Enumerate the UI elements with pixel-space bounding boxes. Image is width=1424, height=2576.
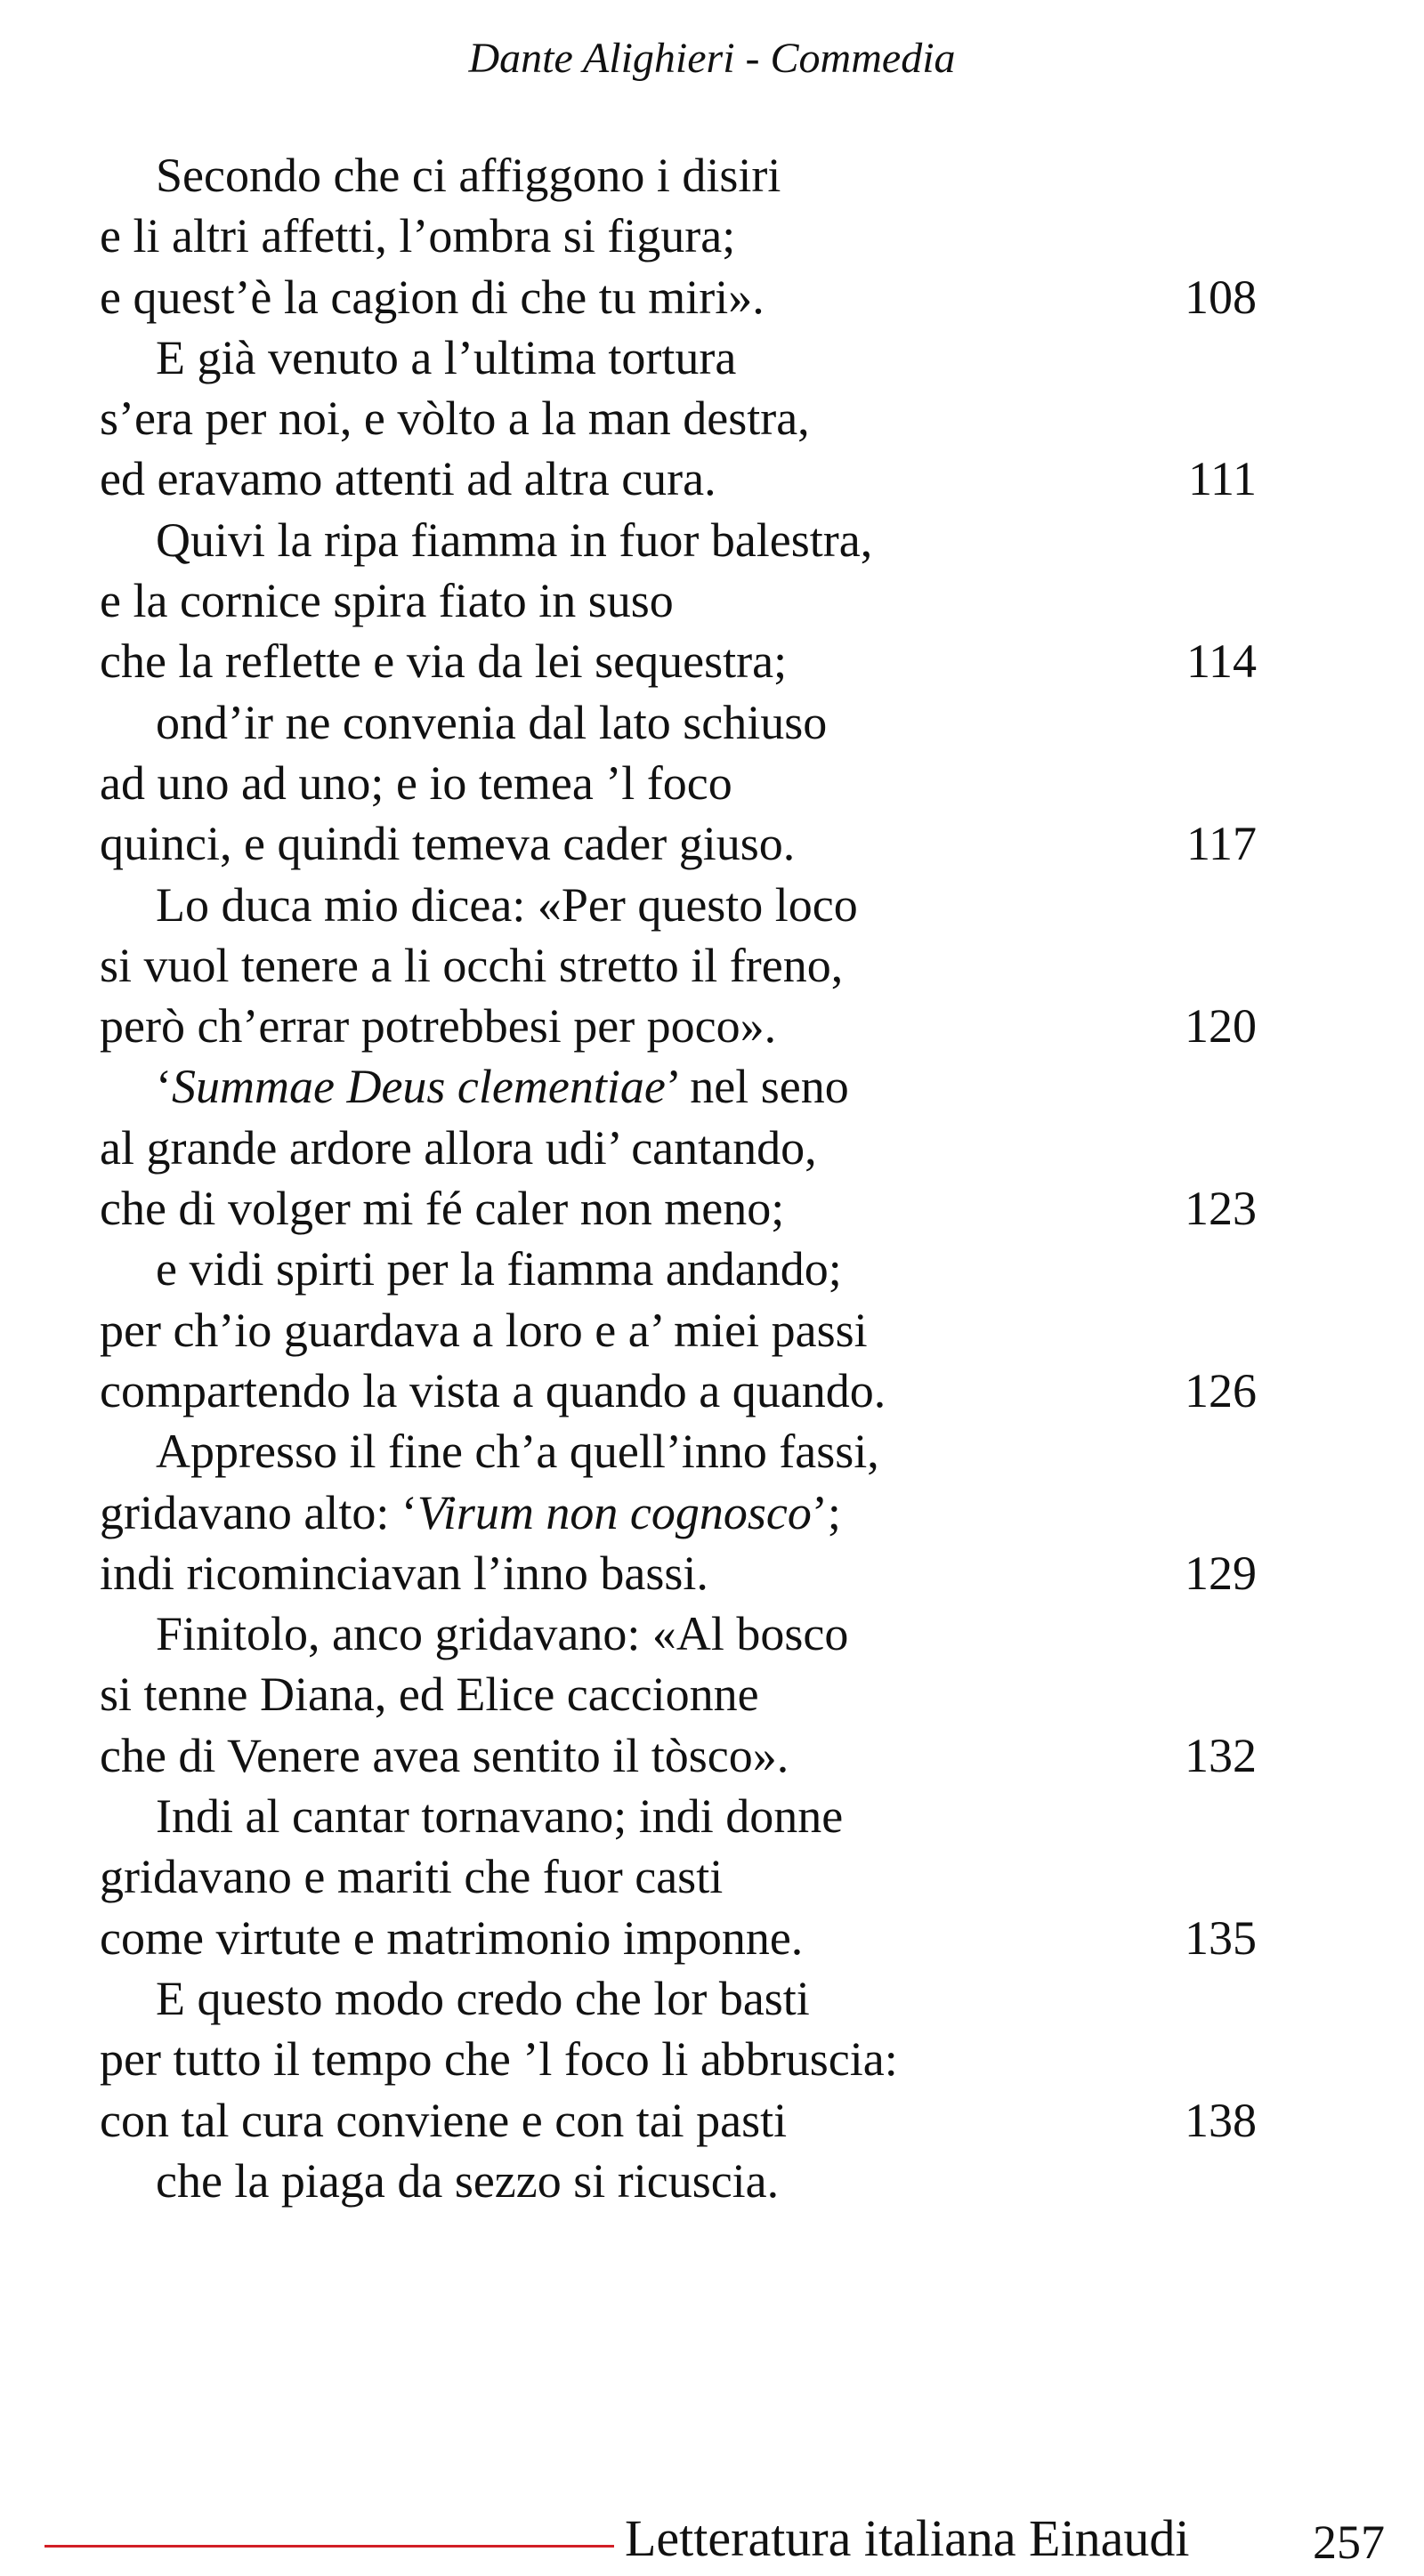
running-head: Dante Alighieri - Commedia <box>468 35 956 82</box>
verse-line <box>0 1300 1424 1361</box>
verse-line <box>0 1968 1424 2029</box>
verse-line <box>0 1056 1424 1117</box>
verse-text-part: ‘ <box>156 1060 172 1114</box>
verse-line <box>0 1786 1424 1846</box>
verse-text: ed eravamo attenti ad altra cura. <box>100 452 716 506</box>
verse-line <box>0 996 1424 1056</box>
verse-number: 123 <box>1185 1182 1257 1236</box>
verse-text: ond’ir ne convenia dal lato schiuso <box>156 695 828 749</box>
verse-line <box>0 631 1424 691</box>
verse-number: 120 <box>1185 999 1257 1054</box>
verse-text: si vuol tenere a li occhi stretto il freno, <box>100 938 844 992</box>
verse-line <box>0 206 1424 266</box>
verse-text: s’era per noi, e vòlto a la man destra, <box>100 392 810 446</box>
verse-line <box>0 1603 1424 1664</box>
verse-number: 126 <box>1185 1363 1257 1417</box>
verse-text: E già venuto a l’ultima tortura <box>156 330 737 384</box>
verse-line <box>0 1908 1424 1968</box>
verse-line <box>0 2090 1424 2151</box>
verse-text: Quivi la ripa fiamma in fuor balestra, <box>156 513 873 567</box>
page-number: 257 <box>1313 2515 1385 2569</box>
verse-text: Indi al cantar tornavano; indi donne <box>156 1789 844 1844</box>
verse-line <box>0 2029 1424 2089</box>
verse-line <box>0 935 1424 996</box>
verse-line <box>0 448 1424 509</box>
verse-line <box>0 1482 1424 1543</box>
verse-text: ad uno ad uno; e io temea ’l foco <box>100 755 732 810</box>
verse-text: gridavano e mariti che fuor casti <box>100 1850 724 1904</box>
verse-text: come virtute e matrimonio imponne. <box>100 1910 804 1965</box>
verse-text: Appresso il fine ch’a quell’inno fassi, <box>156 1425 879 1479</box>
page-footer <box>0 2507 1424 2570</box>
verse-text <box>156 1056 849 1117</box>
verse-text <box>100 1482 841 1543</box>
verse-text: che la reflette e via da lei sequestra; <box>100 634 788 689</box>
verse-text: al grande ardore allora udi’ cantando, <box>100 1120 817 1175</box>
verse-line <box>0 570 1424 631</box>
verse-line <box>0 1846 1424 1907</box>
verse-number: 135 <box>1185 1910 1257 1965</box>
verse-number: 117 <box>1186 817 1257 871</box>
verse-number: 132 <box>1185 1728 1257 1782</box>
verse-line <box>0 692 1424 753</box>
verse-line <box>0 753 1424 813</box>
verse-text: che di volger mi fé caler non meno; <box>100 1182 785 1236</box>
verse-text: E questo modo credo che lor basti <box>156 1971 810 2025</box>
verse-line <box>0 1543 1424 1603</box>
verse-line <box>0 2151 1424 2211</box>
verse-line <box>0 1421 1424 1482</box>
verse-line <box>0 1664 1424 1724</box>
verse-text: e quest’è la cagion di che tu miri». <box>100 270 765 324</box>
verse-number: 129 <box>1185 1546 1257 1600</box>
verse-line <box>0 510 1424 570</box>
verse-line <box>0 1361 1424 1421</box>
verse-text: con tal cura conviene e con tai pasti <box>100 2093 788 2147</box>
verse-line <box>0 1725 1424 1786</box>
verse-text: però ch’errar potrebbesi per poco». <box>100 999 777 1054</box>
verse-line <box>0 145 1424 206</box>
verse-line <box>0 327 1424 388</box>
verse-text: Finitolo, anco gridavano: «Al bosco <box>156 1607 849 1661</box>
verse-text: e vidi spirti per la fiamma andando; <box>156 1242 842 1296</box>
latin-quotation: Virum non cognosco <box>417 1485 812 1539</box>
verse-number: 108 <box>1185 270 1257 324</box>
poem-text <box>0 145 1424 2211</box>
verse-line <box>0 267 1424 327</box>
verse-text: indi ricominciavan l’inno bassi. <box>100 1546 708 1600</box>
verse-number: 138 <box>1185 2093 1257 2147</box>
verse-text: e la cornice spira fiato in suso <box>100 574 674 628</box>
verse-number: 111 <box>1188 452 1257 506</box>
verse-text: che di Venere avea sentito il tòsco». <box>100 1728 789 1782</box>
verse-text-part: gridavano alto: ‘ <box>100 1485 417 1539</box>
verse-line <box>0 1239 1424 1299</box>
publisher-label: Letteratura italiana Einaudi <box>625 2509 1190 2567</box>
verse-text: e li altri affetti, l’ombra si figura; <box>100 209 736 263</box>
verse-number: 114 <box>1186 634 1257 689</box>
verse-text: Secondo che ci affiggono i disiri <box>156 149 781 202</box>
verse-line <box>0 1178 1424 1239</box>
footer-rule <box>44 2545 614 2548</box>
verse-text-part: ’ nel seno <box>665 1060 849 1114</box>
verse-line <box>0 388 1424 448</box>
verse-line <box>0 1118 1424 1178</box>
verse-text: Lo duca mio dicea: «Per questo loco <box>156 877 858 932</box>
verse-text: per ch’io guardava a loro e a’ miei passi <box>100 1303 868 1357</box>
verse-line <box>0 813 1424 874</box>
verse-text-part: ’; <box>811 1485 841 1539</box>
verse-text: che la piaga da sezzo si ricuscia. <box>156 2153 780 2208</box>
verse-line <box>0 875 1424 935</box>
verse-text: si tenne Diana, ed Elice caccionne <box>100 1668 759 1722</box>
verse-text: compartendo la vista a quando a quando. <box>100 1363 886 1417</box>
verse-text: quinci, e quindi temeva cader giuso. <box>100 817 796 871</box>
latin-quotation: Summae Deus clementiae <box>171 1060 666 1114</box>
verse-text: per tutto il tempo che ’l foco li abbruscia: <box>100 2032 898 2087</box>
